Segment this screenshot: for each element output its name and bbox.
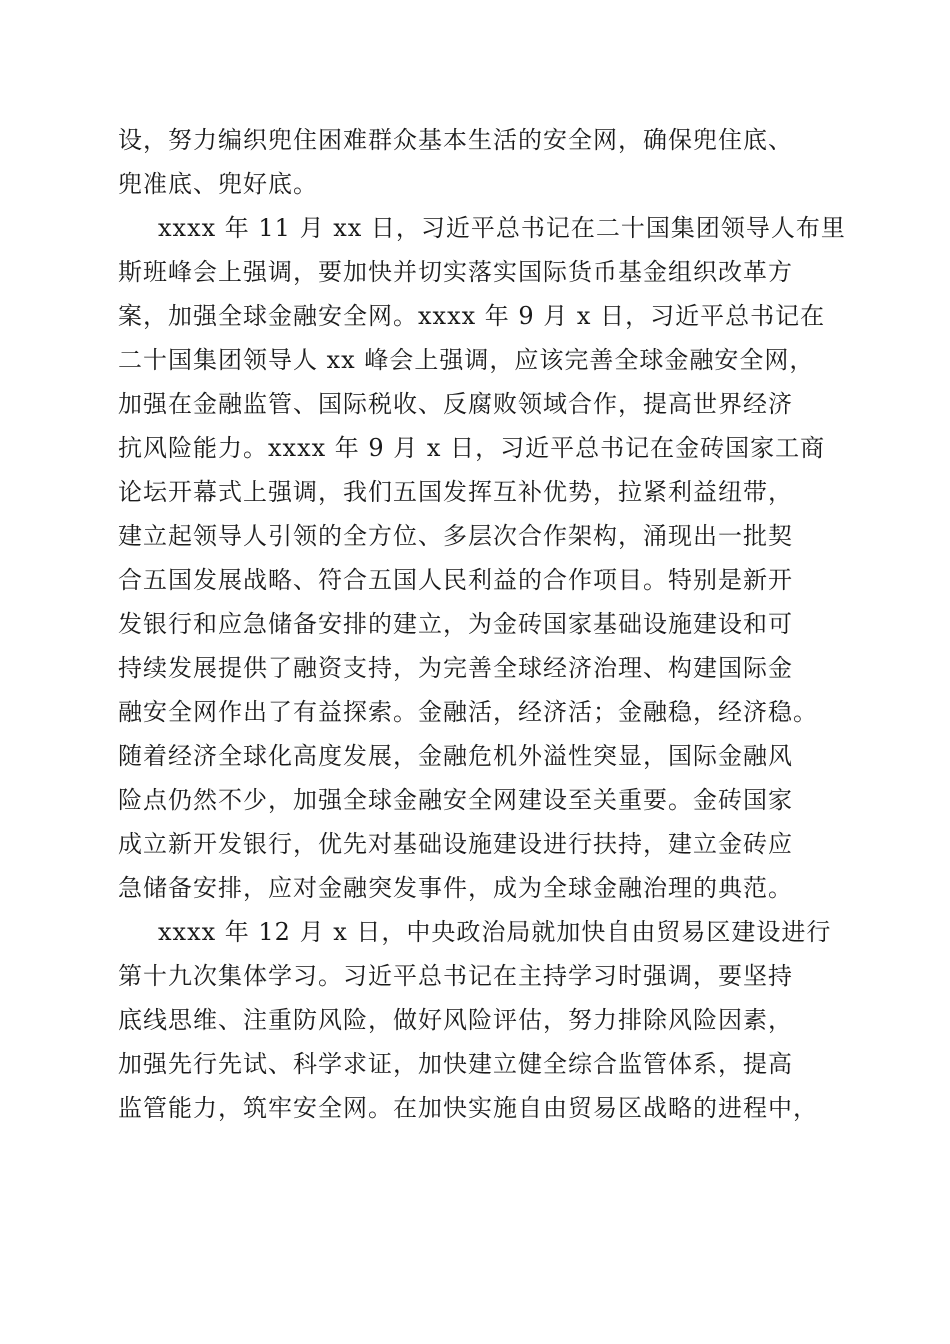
text-line: 险点仍然不少，加强全球金融安全网建设至关重要。金砖国家 [118,786,793,814]
text-line: 持续发展提供了融资支持，为完善全球经济治理、构建国际金 [118,654,793,682]
text-line: 发银行和应急储备安排的建立，为金砖国家基础设施建设和可 [118,610,793,638]
text-line: 合五国发展战略、符合五国人民利益的合作项目。特别是新开 [118,566,793,594]
text-line: 底线思维、注重防风险，做好风险评估，努力排除风险因素， [118,1006,793,1034]
text-line: 急储备安排，应对金融突发事件，成为全球金融治理的典范。 [118,874,793,902]
text-line: 建立起领导人引领的全方位、多层次合作架构，涌现出一批契 [118,522,793,550]
text-line: 抗风险能力。xxxx 年 9 月 x 日，习近平总书记在金砖国家工商 [118,434,826,462]
text-line: 第十九次集体学习。习近平总书记在主持学习时强调，要坚持 [118,962,793,990]
body-text [118,118,846,1130]
text-line: 加强先行先试、科学求证，加快建立健全综合监管体系，提高 [118,1050,793,1078]
text-line: 随着经济全球化高度发展，金融危机外溢性突显，国际金融风 [118,742,793,770]
text-line: 监管能力，筑牢安全网。在加快实施自由贸易区战略的进程中， [118,1094,818,1122]
text-line: 加强在金融监管、国际税收、反腐败领域合作，提高世界经济 [118,390,793,418]
text-line: 设，努力编织兜住困难群众基本生活的安全网，确保兜住底、 [118,126,793,154]
text-line: 案，加强全球金融安全网。xxxx 年 9 月 x 日，习近平总书记在 [118,302,826,330]
text-line: 论坛开幕式上强调，我们五国发挥互补优势，拉紧利益纽带， [118,478,793,506]
text-line: 斯班峰会上强调，要加快并切实落实国际货币基金组织改革方 [118,258,793,286]
text-line: 成立新开发银行，优先对基础设施建设进行扶持，建立金砖应 [118,830,793,858]
paragraph-start-line: xxxx 年 12 月 x 日，中央政治局就加快自由贸易区建设进行 [158,918,832,946]
paragraph-start-line: xxxx 年 11 月 xx 日，习近平总书记在二十国集团领导人布里 [158,214,846,242]
text-line: 兜准底、兜好底。 [118,170,318,198]
text-line: 融安全网作出了有益探索。金融活，经济活；金融稳，经济稳。 [118,698,818,726]
text-line: 二十国集团领导人 xx 峰会上强调，应该完善全球金融安全网， [118,346,815,374]
